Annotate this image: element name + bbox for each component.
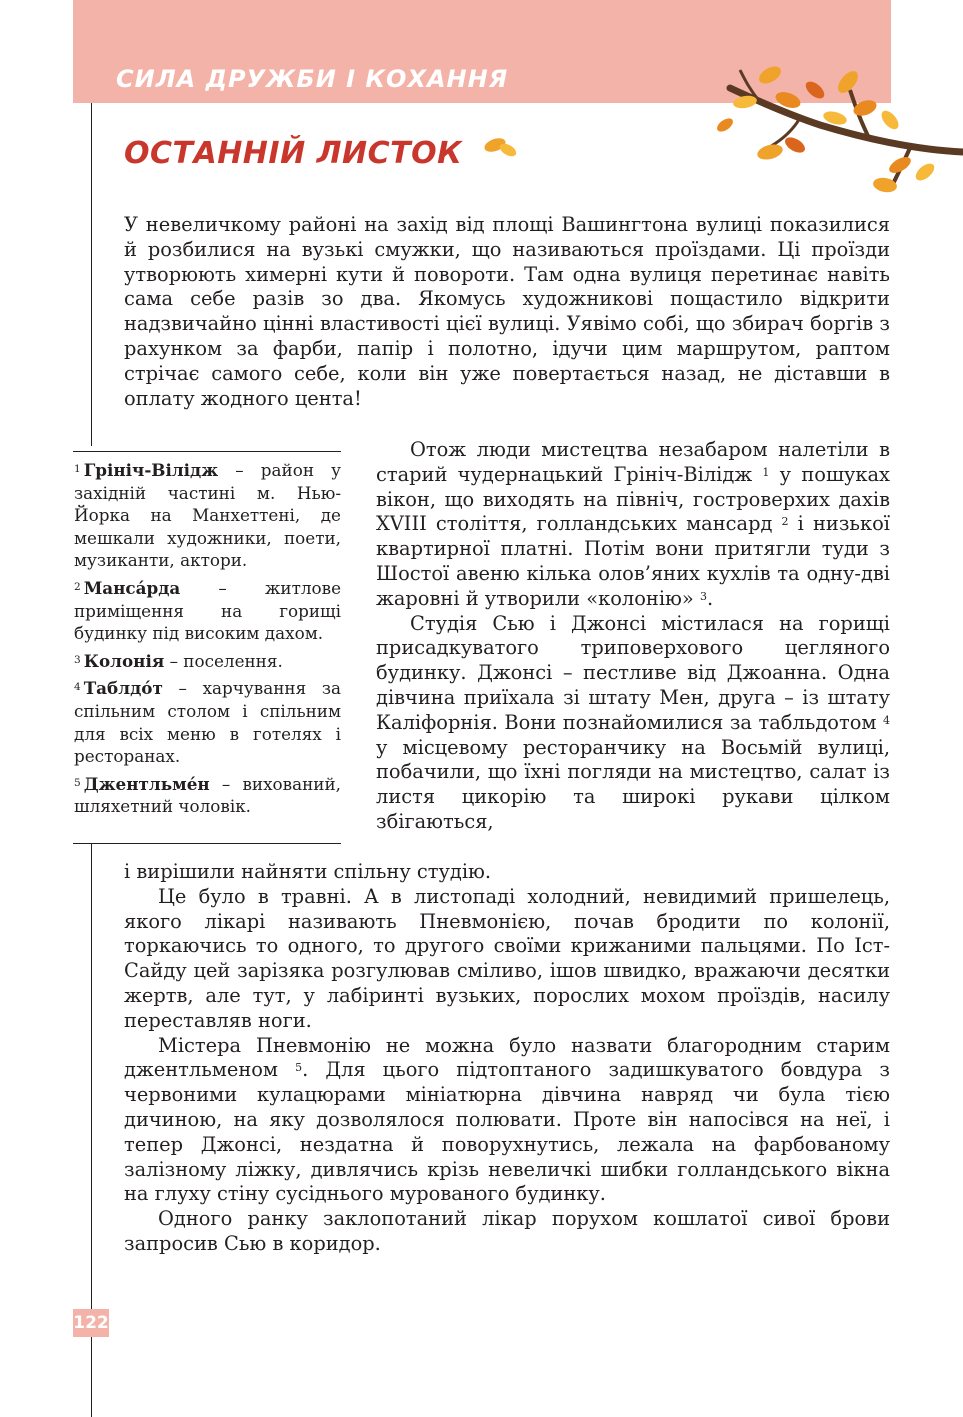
paragraph-continuation: і вирішили найняти спільну студію. bbox=[124, 860, 492, 883]
footnote-text: – вихований, шляхетний чоловік. bbox=[74, 773, 341, 817]
paragraph-text: . bbox=[706, 586, 714, 610]
text-column bbox=[376, 438, 890, 835]
footnote-number: 4 bbox=[74, 681, 81, 694]
footnote-ref: 4 bbox=[883, 713, 891, 727]
autumn-branch-icon bbox=[470, 60, 963, 200]
paragraph-text: Отож люди мистецтва незабаром налетіли в старий чудернацький Грініч-Вілідж bbox=[376, 438, 890, 486]
footnote-number: 3 bbox=[74, 653, 81, 666]
footnote-text: – харчування за спільним столом і спільним для всіх меню в готелях і ресторанах. bbox=[74, 678, 341, 767]
footnote-term: Таблдо́т bbox=[83, 678, 163, 699]
paragraph-text: у пошуках вікон, що виходять на північ, гостроверхих дахів XVIII століття, голландських мансард bbox=[376, 462, 890, 536]
footnote-number: 2 bbox=[74, 580, 81, 593]
footnote-term: Джентльме́н bbox=[83, 773, 210, 794]
footnote-ref: 5 bbox=[295, 1061, 303, 1075]
footnotes bbox=[74, 459, 341, 823]
footnote-term: Грініч-Вілідж bbox=[83, 460, 219, 480]
footnote-item bbox=[74, 677, 341, 767]
paragraph-text: і низької квартирної платні. Потім вони притягли туди з Шостої авеню кілька олов’яних кухлів та одну-дві жаровні й утворили «колонію» bbox=[376, 512, 890, 610]
paragraph: Одного ранку заклопотаний лікар порухом кошлатої сивої брови запросив Сью в коридор. bbox=[124, 1207, 890, 1255]
footnote-ref: 2 bbox=[781, 515, 789, 529]
footnote-item bbox=[74, 650, 341, 673]
footnote-ref: 1 bbox=[762, 465, 770, 479]
footnote-term: Манса́рда bbox=[83, 577, 181, 598]
paragraph-text: . Для цього підтоптаного задишкуватого бовдура з червоними кулацюрами мініатюрна дівчина навряд чи була тією дичиною, на яку дозволялося полювати. Проте він напосівся на неї, і тепер Джонсі, нездатна й поворухнутись, лежала на фарбованому залізному ліжку, дивлячись крізь невеличкі шибки голландського вікна на глуху стіну сусіднього мурованого будинку. bbox=[124, 1058, 890, 1206]
story-title: ОСТАННІЙ ЛИСТОК bbox=[124, 136, 463, 171]
paragraph-text: Студія Сью і Джонсі містилася на горищі присадкуватого триповерхового цегляного будинку. Джонсі – пестливе від Джоанна. Одна дівчина приїхала зі штату Мен, друга – із штату Каліфорнія. Вони познайомилися за табльдотом bbox=[376, 611, 890, 734]
footnote-ref: 3 bbox=[699, 589, 707, 603]
footnote-number: 1 bbox=[74, 463, 81, 475]
footnote-text: – поселення. bbox=[164, 650, 283, 671]
footnote-term: Колонія bbox=[83, 650, 165, 671]
footnote-divider bbox=[73, 451, 341, 452]
paragraph-text: Містера Пневмонію не можна було назвати благородним старим джентльменом bbox=[124, 1033, 890, 1082]
paragraph bbox=[124, 1034, 890, 1208]
paragraph bbox=[376, 438, 890, 612]
paragraph-intro: У невеличкому районі на захід від площі Вашингтона вулиці показилися й розбилися на вузькі смужки, що називаються проїздами. Ці проїзди утворюють химерні кути й повороти. Там одна вулиця перетинає навіть сама себе разів зо два. Якомусь художникові пощастило відкрити надзвичайно цінні властивості цієї вулиці. Уявімо собі, що збирач боргів з рахунком за фарби, папір і полотно, ідучи цим маршрутом, раптом стрічає самого себе, коли він уже повертається назад, не діставши в оплату жодного цента! bbox=[124, 213, 890, 410]
footnote-item bbox=[74, 773, 341, 818]
paragraph-text: у місцевому ресторанчику на Восьмій вулиці, побачили, що їхні погляди на мистецтво, салат із листя цикорію та широкі рукави цілком збігаються, bbox=[376, 735, 890, 833]
footnote-text: – житлове приміщення на горищі будинку під високим дахом. bbox=[74, 577, 341, 644]
footnote-divider bbox=[73, 843, 341, 844]
page-number: 122 bbox=[73, 1309, 109, 1337]
footnote-number: 5 bbox=[74, 776, 81, 789]
footnote-item bbox=[74, 577, 341, 645]
footnote-item bbox=[74, 459, 341, 572]
footnote-text: – район у західній частині м. Нью-Йорка на Манхеттені, де мешкали художники, поети, музиканти, актори. bbox=[74, 460, 341, 571]
section-title: СИЛА ДРУЖБИ І КОХАННЯ bbox=[116, 65, 509, 93]
paragraph: Це було в травні. А в листопаді холодний, невидимий пришелець, якого лікарі називають Пневмонією, почав бродити по колонії, торкаючись то одного, то другого своїми крижаними пальцями. По Іст-Сайду цей зарізяка розгулював сміливо, ішов швидко, вражаючи десятки жертв, але тут, у лабіринті вузьких, порослих мохом проїздів, насилу переставляв ноги. bbox=[124, 884, 890, 1032]
paragraph bbox=[376, 612, 890, 835]
margin-rule bbox=[91, 103, 92, 446]
text-body bbox=[124, 860, 890, 1257]
